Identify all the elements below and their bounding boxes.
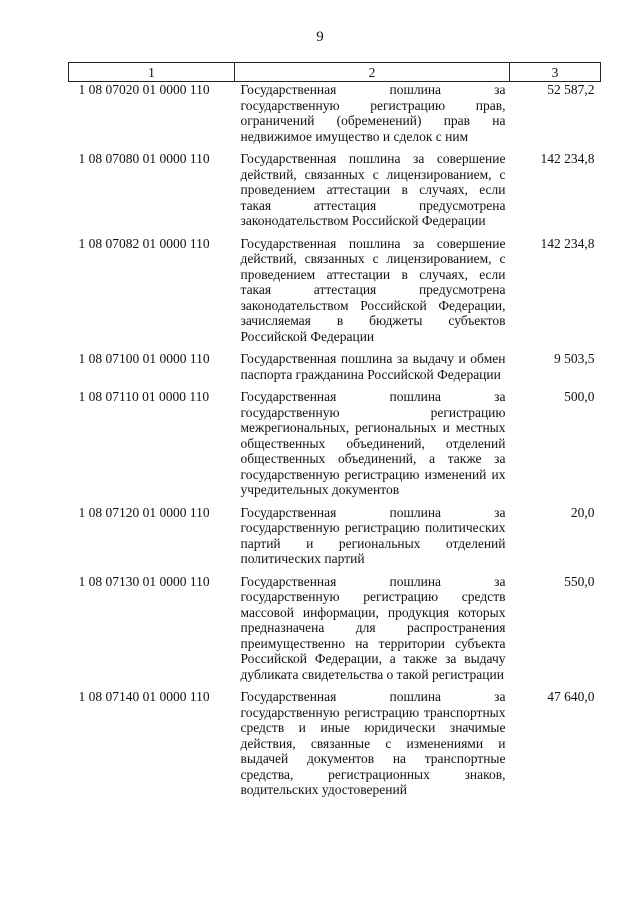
revenue-name: Государственная пошлина за государственную регистрацию средств массовой информации, продукция которых предназначена для распространения преимущественно на территории субъекта Российской Федерации, а также за выдачу дубликата свидетельства о такой регистрации [240,573,506,682]
budget-code: 1 08 07080 01 0000 110 [78,151,210,166]
column-header-code: 1 [69,63,235,82]
revenue-amount: 142 234,8 [540,235,595,251]
revenue-name: Государственная пошлина за совершение действий, связанных с лицензированием, с проведением аттестации в случаях, если такая аттестация предусмотрена законодательством Российской Федерации [240,151,506,228]
table-row [69,236,601,352]
table-row [69,689,601,805]
page-number: 9 [316,29,324,45]
table-row [69,151,601,236]
budget-code: 1 08 07082 01 0000 110 [78,235,210,251]
budget-code: 1 08 07140 01 0000 110 [78,689,210,704]
revenue-name: Государственная пошлина за выдачу и обмен паспорта гражданина Российской Федерации [240,351,506,382]
revenue-amount: 20,0 [570,504,595,520]
budget-code: 1 08 07020 01 0000 110 [78,82,210,97]
table-row [69,82,601,152]
revenue-name: Государственная пошлина за совершение действий, связанных с лицензированием, с проведением аттестации в случаях, если такая аттестация предусмотрена законодательством Российской Федерации, зачисляемая в бюджеты субъектов Российской Федерации [240,235,506,344]
revenue-name: Государственная пошлина за государственную регистрацию межрегиональных, региональных и местных общественных объединений, отделений общественных объединений, а также за государственную регистрацию изменений их учредительных документов [240,389,506,497]
revenue-amount: 142 234,8 [540,151,595,166]
revenue-name: Государственная пошлина за государственную регистрацию политических партий и региональных отделений политических партий [240,504,506,566]
table-row [69,389,601,505]
budget-code: 1 08 07100 01 0000 110 [78,351,210,366]
revenue-amount: 9 503,5 [554,351,595,366]
table-row [69,574,601,690]
budget-code: 1 08 07120 01 0000 110 [78,504,210,520]
revenue-amount: 500,0 [564,389,595,404]
revenue-table [68,62,601,805]
revenue-amount: 550,0 [564,573,595,589]
table-row [69,505,601,574]
revenue-name: Государственная пошлина за государственную регистрацию транспортных средств и иные юридически значимые действия, связанные с изменениями и выдачей документов на транспортные средства, регистрационных знаков, водительских удостоверений [240,689,506,797]
table-header-row [69,63,601,82]
column-header-name: 2 [235,63,510,82]
budget-code: 1 08 07110 01 0000 110 [78,389,210,404]
revenue-name: Государственная пошлина за государственную регистрацию прав, ограничений (обременений) прав на недвижимое имущество и сделок с ним [240,82,506,144]
revenue-amount: 47 640,0 [547,689,595,704]
column-header-amount: 3 [510,63,601,82]
budget-code: 1 08 07130 01 0000 110 [78,573,210,589]
revenue-amount: 52 587,2 [547,82,595,97]
table-row [69,351,601,389]
